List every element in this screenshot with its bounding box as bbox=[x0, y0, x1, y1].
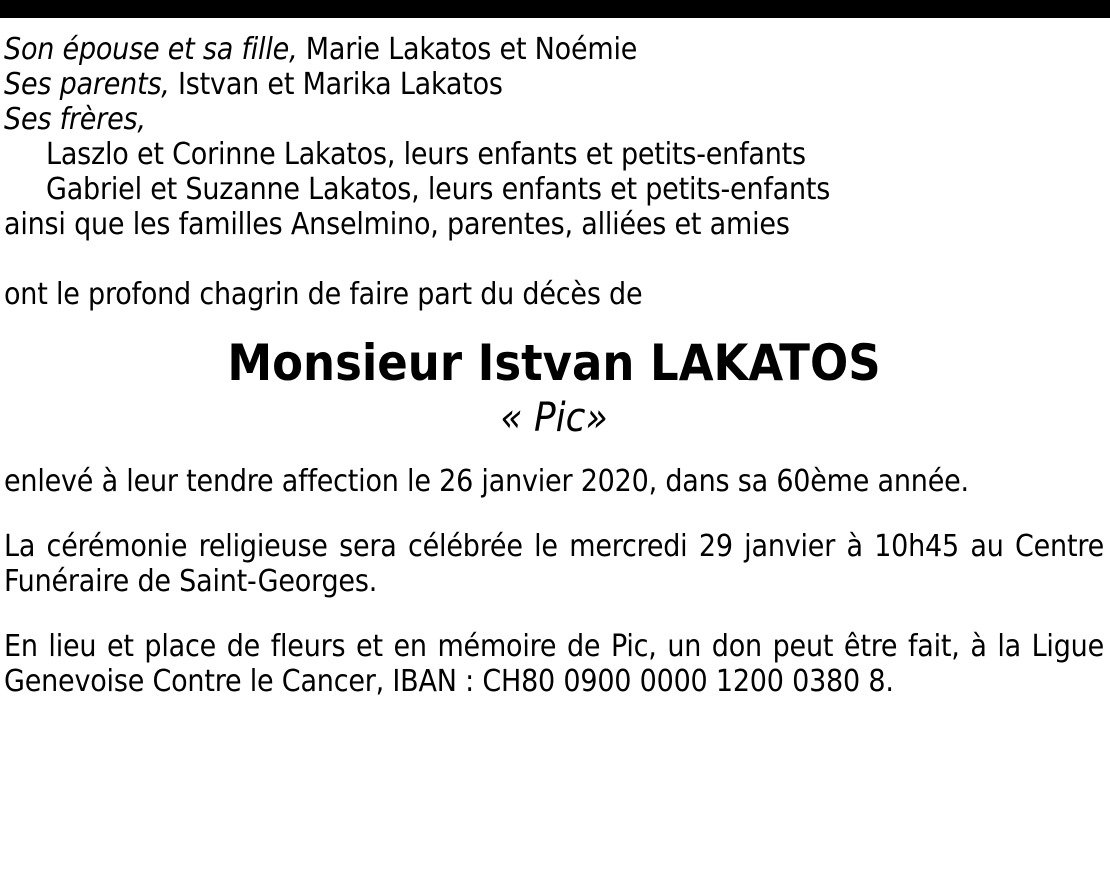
family-line-emphasis: Ses frères, bbox=[4, 102, 146, 137]
family-line bbox=[4, 137, 1104, 172]
family-line bbox=[4, 102, 1104, 137]
deceased-name: Monsieur Istvan LAKATOS bbox=[227, 334, 881, 392]
top-black-rule bbox=[0, 0, 1110, 18]
passing-text: enlevé à leur tendre affection le 26 janvier 2020, dans sa 60ème année. bbox=[4, 464, 969, 499]
family-line bbox=[4, 32, 1104, 67]
family-line bbox=[4, 172, 1104, 207]
spacer bbox=[4, 442, 1104, 464]
family-line-emphasis: Ses parents, bbox=[4, 67, 170, 102]
ceremony-text: La cérémonie religieuse sera célébrée le mercredi 29 janvier à 10h45 au Centre Funéraire de Saint-Georges. bbox=[4, 529, 1104, 599]
announcement-text: ont le profond chagrin de faire part du décès de bbox=[4, 277, 643, 312]
family-line-rest: Gabriel et Suzanne Lakatos, leurs enfants et petits-enfants bbox=[46, 172, 831, 207]
notice-content bbox=[0, 18, 1110, 699]
spacer bbox=[4, 242, 1104, 277]
family-line-rest: Marie Lakatos et Noémie bbox=[297, 32, 638, 67]
deceased-nickname: « Pic» bbox=[500, 395, 608, 441]
family-line-rest: Laszlo et Corinne Lakatos, leurs enfants et petits-enfants bbox=[46, 137, 806, 172]
family-line-rest: Istvan et Marika Lakatos bbox=[169, 67, 503, 102]
family-line bbox=[4, 207, 1104, 242]
family-line bbox=[4, 67, 1104, 102]
donation-text: En lieu et place de fleurs et en mémoire de Pic, un don peut être fait, à la Ligue Genevoise Contre le Cancer, IBAN : CH80 0900 0000 1200 0380 8. bbox=[4, 629, 1104, 699]
family-line-emphasis: Son épouse et sa fille, bbox=[4, 32, 298, 67]
family-line-rest: ainsi que les familles Anselmino, parentes, alliées et amies bbox=[4, 207, 790, 242]
